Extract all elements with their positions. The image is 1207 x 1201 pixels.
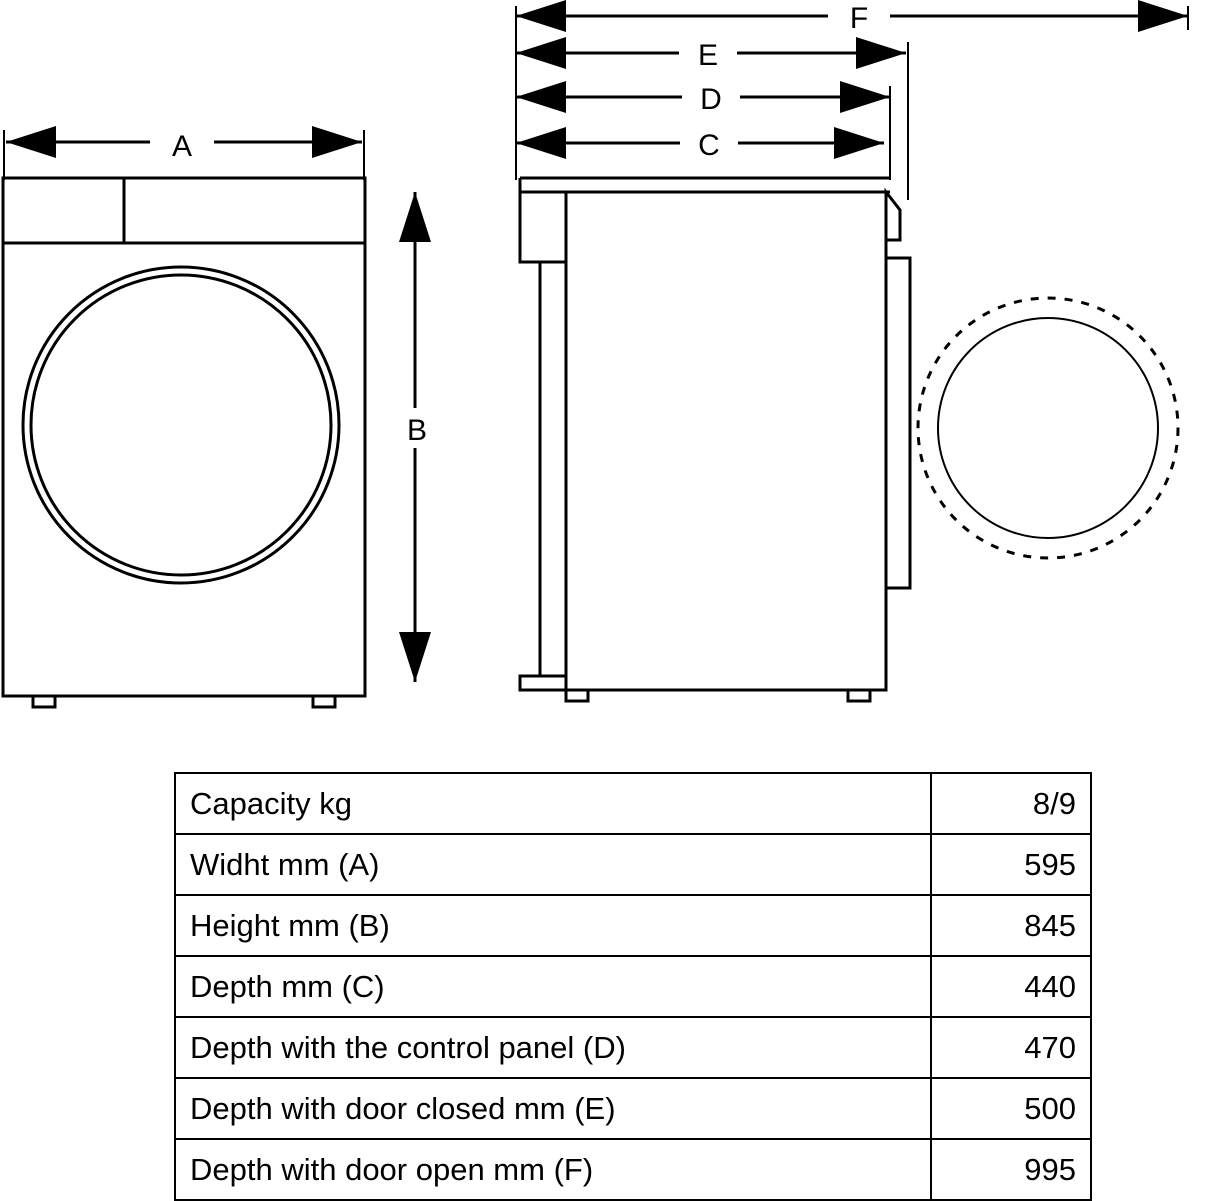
door-open-swing-dashed-circle <box>918 298 1178 558</box>
side-control-panel-overhang <box>886 192 900 240</box>
spec-label: Depth mm (C) <box>175 956 931 1017</box>
dimension-b-arrow-top <box>399 192 431 242</box>
dimension-d-label: D <box>700 83 722 116</box>
dimension-c-arrow-left <box>516 127 566 159</box>
spec-value: 470 <box>931 1017 1091 1078</box>
spec-label: Depth with door open mm (F) <box>175 1139 931 1200</box>
dimension-f-label: F <box>849 2 869 35</box>
spec-label: Depth with door closed mm (E) <box>175 1078 931 1139</box>
dimension-e <box>516 36 908 200</box>
dimension-a-label: A <box>171 130 193 163</box>
spec-label: Height mm (B) <box>175 895 931 956</box>
dimension-c-label: C <box>698 129 720 162</box>
table-row <box>175 1017 1091 1078</box>
dimension-d-arrow-left <box>516 81 566 113</box>
dimension-f-arrow-left <box>516 0 566 32</box>
dimension-a-arrow-left <box>6 126 56 158</box>
table-row <box>175 895 1091 956</box>
dimension-e-arrow-right <box>856 37 906 69</box>
side-body-outline <box>566 192 886 690</box>
front-foot-right <box>313 696 335 707</box>
spec-value: 500 <box>931 1078 1091 1139</box>
dimension-e-label: E <box>697 39 719 72</box>
side-rear-connection-block <box>886 258 910 588</box>
dimension-b-arrow-bottom <box>399 632 431 682</box>
spec-value: 595 <box>931 834 1091 895</box>
dimension-b-label: B <box>406 414 428 447</box>
dimension-c <box>516 126 884 162</box>
specification-table <box>174 772 1092 1201</box>
dimension-b <box>398 192 436 682</box>
door-open-inner-circle <box>938 318 1158 538</box>
side-door-profile <box>520 192 566 690</box>
dimension-f-arrow-right <box>1138 0 1188 32</box>
dimension-d-arrow-right <box>840 81 890 113</box>
front-view <box>3 124 436 707</box>
dimension-a-arrow-right <box>312 126 362 158</box>
spec-value: 8/9 <box>931 773 1091 834</box>
side-foot-rear <box>848 690 870 701</box>
front-body-outline <box>3 178 365 696</box>
table-row <box>175 1139 1091 1200</box>
table-row <box>175 773 1091 834</box>
table-row <box>175 956 1091 1017</box>
spec-value: 995 <box>931 1139 1091 1200</box>
side-foot-front <box>566 690 588 701</box>
dimension-c-arrow-right <box>834 127 884 159</box>
dimension-e-arrow-left <box>516 37 566 69</box>
spec-label: Widht mm (A) <box>175 834 931 895</box>
spec-label: Depth with the control panel (D) <box>175 1017 931 1078</box>
spec-value: 440 <box>931 956 1091 1017</box>
spec-label: Capacity kg <box>175 773 931 834</box>
front-foot-left <box>33 696 55 707</box>
spec-value: 845 <box>931 895 1091 956</box>
table-row <box>175 1078 1091 1139</box>
side-view <box>516 0 1188 701</box>
table-row <box>175 834 1091 895</box>
dimension-a <box>4 124 364 180</box>
